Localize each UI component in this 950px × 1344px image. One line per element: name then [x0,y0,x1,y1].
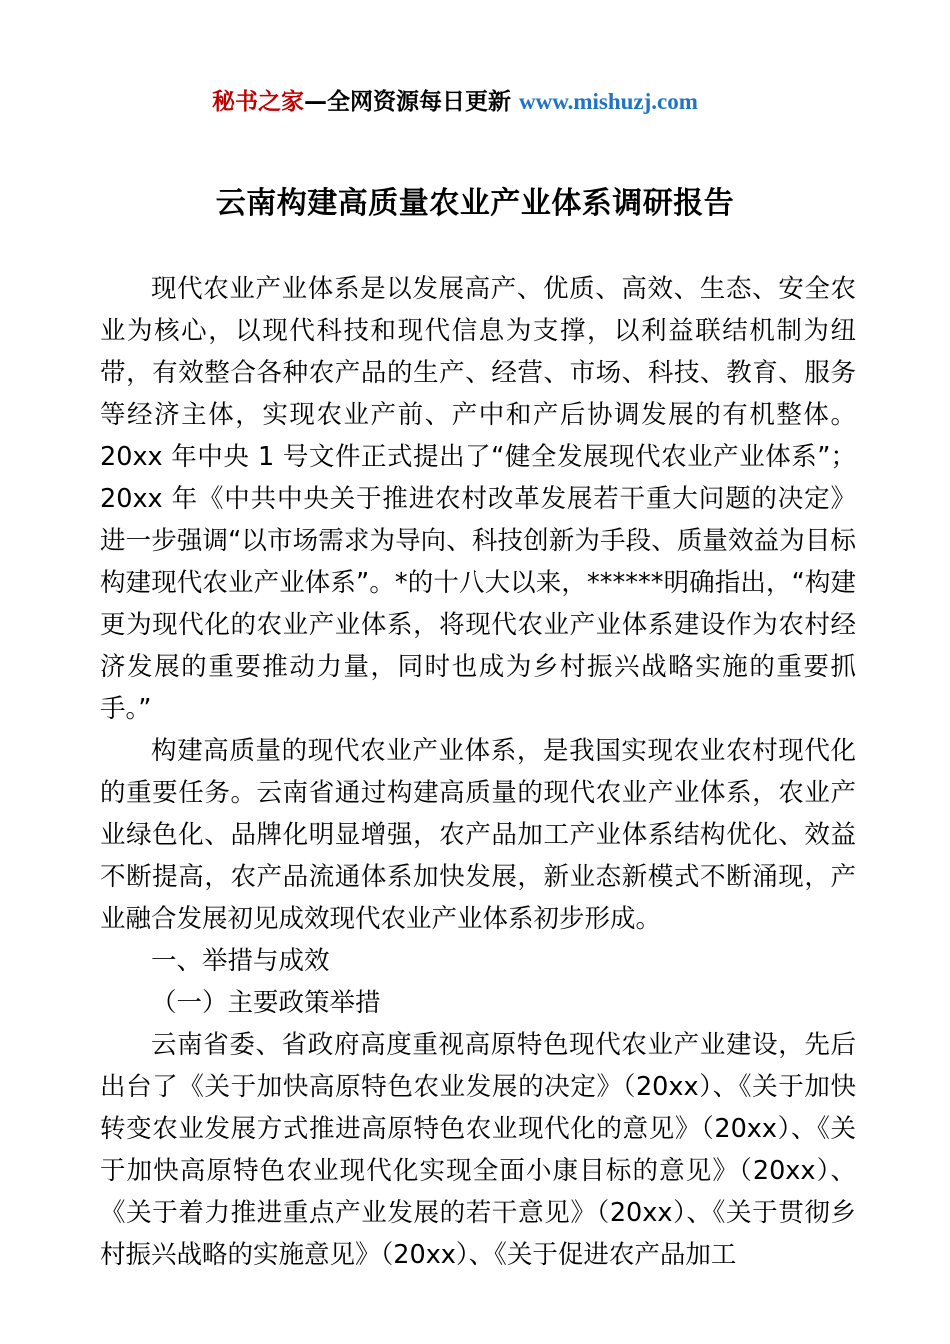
watermark-tagline: —全网资源每日更新 [304,89,520,115]
paragraph: （一）主要政策举措 [151,988,381,1018]
paragraph: 云南省委、省政府高度重视高原特色现代农业产业建设，先后出台了《关于加快高原特色农业发展的决定》（20xx）、《关于加快转变农业发展方式推进高原特色农业现代化的意见》（20xx）、《关于加快高原特色农业现代化实现全面小康目标的意见》（20xx）、《关于着力推进重点产业发展的若干意见》（20xx）、《关于贯彻乡村振兴战略的实施意见》（20xx）、《关于促进农产品加工 [100,1030,856,1270]
document-body [100,268,856,1276]
paragraph: 构建高质量的现代农业产业体系，是我国实现农业农村现代化的重要任务。云南省通过构建高质量的现代农业产业体系，农业产业绿色化、品牌化明显增强，农产品加工产业体系结构优化、效益不断提高，农产品流通体系加快发展，新业态新模式不断涌现，产业融合发展初见成效现代农业产业体系初步形成。 [100,736,856,934]
paragraph: 一、举措与成效 [151,946,330,976]
paragraph: 现代农业产业体系是以发展高产、优质、高效、生态、安全农业为核心，以现代科技和现代信息为支撑，以利益联结机制为纽带，有效整合各种农产品的生产、经营、市场、科技、教育、服务等经济主体，实现农业产前、产中和产后协调发展的有机整体。20xx 年中央 1 号文件正式提出了“健全发展现代农业产业体系”；20xx 年《中共中央关于推进农村改革发展若干重大问题的决定》进一步强调“以市场需求为导向、科技创新为手段、质量效益为目标构建现代农业产业体系”。*的十八大以来，******明确指出，“构建更为现代化的农业产业体系，将现代农业产业体系建设作为农村经济发展的重要推动力量，同时也成为乡村振兴战略实施的重要抓手。” [100,274,856,724]
watermark-brand: 秘书之家 [212,89,304,115]
watermark-url: www.mishuzj.com [519,89,698,114]
page-title: 云南构建高质量农业产业体系调研报告 [215,186,735,221]
site-watermark [212,88,698,117]
